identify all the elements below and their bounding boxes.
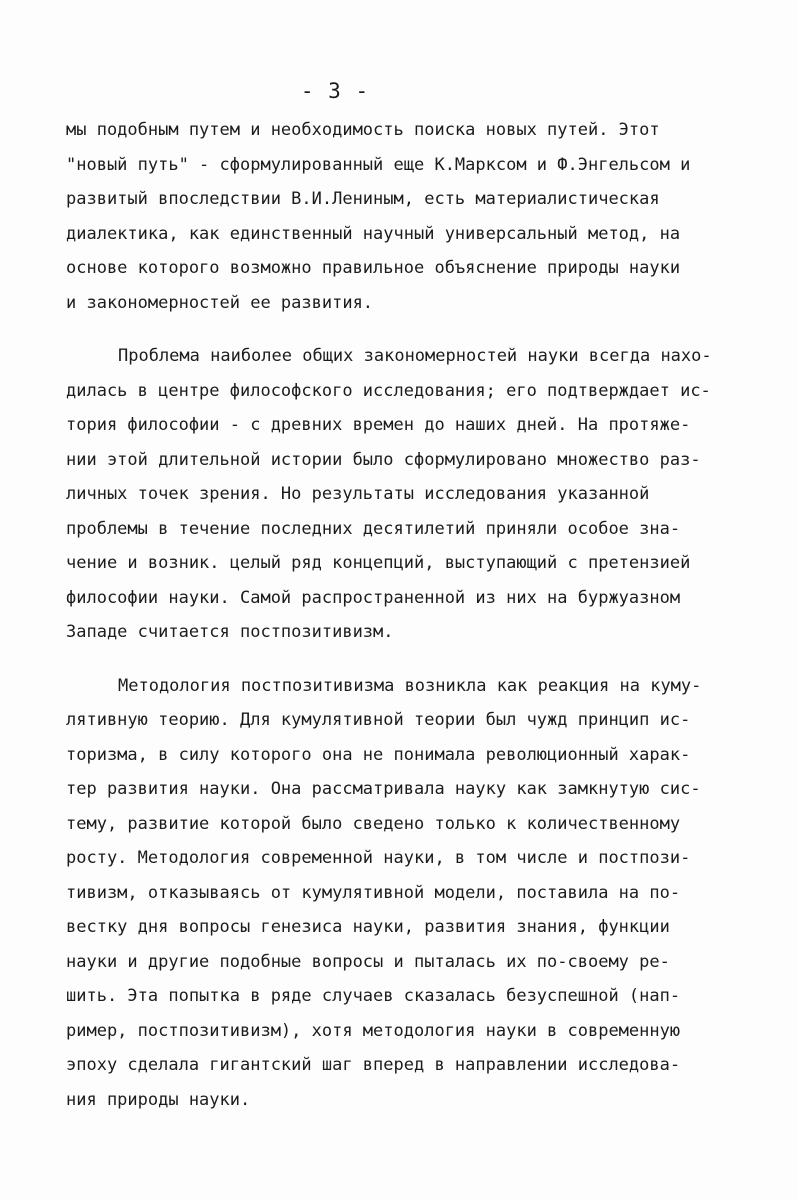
text-line: тему, развитие которой было сведено только к количественному bbox=[66, 813, 681, 834]
text-line: Проблема наиболее общих закономерностей науки всегда нахо- bbox=[118, 346, 712, 366]
text-line: Западе считается постпозитивизм. bbox=[66, 622, 394, 642]
text-line: развитый впоследствии В.И.Лениным, есть материалистическая bbox=[66, 189, 660, 209]
text-line: диалектика, как единственный научный универсальный метод, на bbox=[66, 223, 681, 244]
paragraph-3 bbox=[66, 669, 736, 1118]
text-line: ния природы науки. bbox=[66, 1089, 251, 1110]
text-line: "новый путь" - сформулированный еще К.Марксом и Ф.Энгельсом и bbox=[66, 154, 691, 175]
text-line: проблемы в течение последних десятилетий приняли особое зна- bbox=[66, 518, 681, 539]
text-line: дилась в центре философского исследования; его подтверждает ис- bbox=[66, 380, 711, 401]
text-line: шить. Эта попытка в ряде случаев сказалась безуспешной (нап- bbox=[66, 986, 681, 1006]
text-line: науки и другие подобные вопросы и пыталась их по-своему ре- bbox=[66, 951, 670, 972]
text-line: основе которого возможно правильное объяснение природы науки bbox=[66, 258, 681, 278]
text-line: вестку дня вопросы генезиса науки, развития знания, функции bbox=[66, 917, 670, 937]
text-line: тер развития науки. Она рассматривала науку как замкнутую сис- bbox=[66, 779, 701, 799]
text-line: лятивную теорию. Для кумулятивной теории был чужд принцип ис- bbox=[66, 710, 691, 730]
text-line: личных точек зрения. Но результаты исследования указанной bbox=[66, 484, 650, 504]
text-line: тория философии - с древних времен до наших дней. На протяже- bbox=[66, 415, 691, 435]
text-line: чение и возник. целый ряд концепций, выступающий с претензией bbox=[66, 553, 691, 573]
text-line: эпоху сделала гигантский шаг вперед в направлении исследова- bbox=[66, 1055, 681, 1075]
paragraph-2 bbox=[66, 339, 736, 650]
text-line: тивизм, отказываясь от кумулятивной модели, поставила на по- bbox=[66, 882, 681, 903]
text-line: философии науки. Самой распространенной из них на буржуазном bbox=[66, 587, 681, 608]
text-line: мы подобным путем и необходимость поиска новых путей. Этот bbox=[66, 120, 660, 140]
body-text bbox=[66, 113, 736, 1117]
text-line: торизма, в силу которого она не понимала революционный харак- bbox=[66, 744, 691, 765]
text-line: росту. Методология современной науки, в том числе и постпози- bbox=[66, 848, 691, 868]
text-line: и закономерностей ее развития. bbox=[66, 292, 374, 313]
page-number: - 3 - bbox=[300, 79, 370, 103]
text-line: нии этой длительной истории было сформулировано множество раз- bbox=[66, 449, 701, 470]
text-line: Методология постпозитивизма возникла как реакция на куму- bbox=[118, 675, 702, 696]
paragraph-1 bbox=[66, 113, 736, 320]
text-line: ример, постпозитивизм), хотя методология науки в современную bbox=[66, 1020, 681, 1041]
